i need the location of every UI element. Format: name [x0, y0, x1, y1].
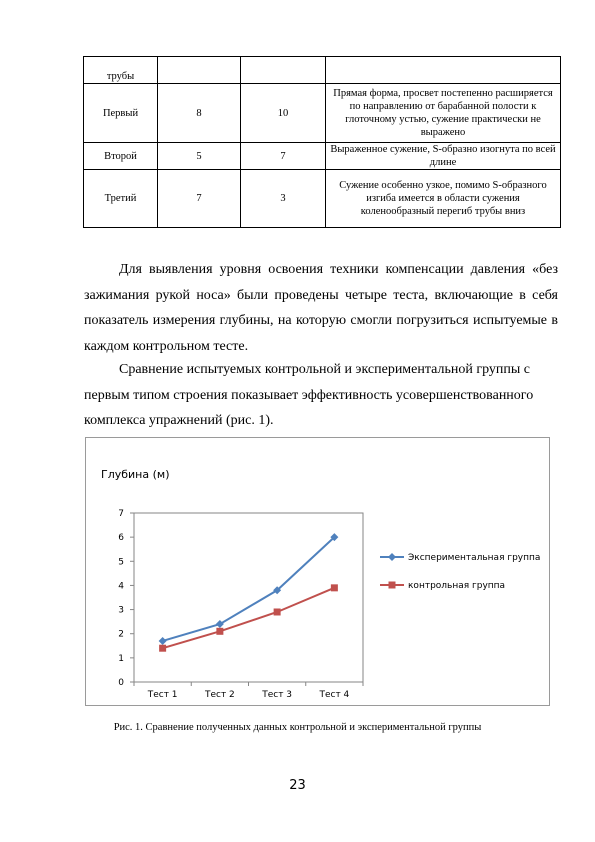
- data-point: [331, 584, 338, 591]
- paragraph-comparison: Сравнение испытуемых контрольной и экспериментальной группы с первым типом строения показывает эффективность усовершенствованного комплекса упражнений (рис. 1).: [84, 362, 534, 428]
- row-name: трубы: [84, 57, 158, 84]
- cell-a: [158, 57, 241, 84]
- y-tick-label: 0: [118, 678, 124, 688]
- figure-caption: Рис. 1. Сравнение полученных данных контрольной и экспериментальной группы: [113, 722, 482, 733]
- y-tick-label: 1: [118, 653, 124, 664]
- data-point: [159, 645, 166, 652]
- cell-a: 5: [158, 143, 241, 170]
- table-row: [84, 57, 561, 84]
- y-tick-label: 4: [118, 581, 124, 592]
- data-point: [159, 637, 167, 645]
- series-line-0: [163, 537, 335, 641]
- line-chart: [86, 438, 549, 705]
- y-tick-label: 7: [118, 509, 124, 519]
- structure-table: [83, 56, 561, 228]
- y-tick-label: 3: [118, 605, 124, 616]
- table-row: [84, 143, 561, 170]
- cell-desc: Сужение особенно узкое, помимо S-образного изгиба имеется в области сужения коленообразный перегиб трубы вниз: [326, 170, 561, 228]
- table-row: [84, 84, 561, 143]
- cell-a: 8: [158, 84, 241, 143]
- x-tick-label: Тест 2: [204, 690, 235, 700]
- y-tick-label: 5: [118, 557, 124, 568]
- cell-b: 7: [241, 143, 326, 170]
- series-line-1: [163, 588, 335, 648]
- data-point: [274, 608, 281, 615]
- legend-swatch-marker: [389, 582, 396, 589]
- row-name: Второй: [84, 143, 158, 170]
- cell-b: 3: [241, 170, 326, 228]
- y-tick-label: 6: [118, 533, 124, 544]
- cell-desc: Прямая форма, просвет постепенно расширяется по направлению от барабанной полости к глоточному устью, сужение практически не выражено: [326, 84, 561, 143]
- chart-frame: [85, 437, 550, 706]
- plot-area: [134, 513, 363, 682]
- cell-desc: [326, 57, 561, 84]
- y-tick-label: 2: [118, 629, 124, 640]
- cell-b: 10: [241, 84, 326, 143]
- legend-swatch-marker: [388, 553, 396, 561]
- y-axis-label: Глубина (м): [101, 468, 170, 481]
- legend-label: контрольная группа: [408, 581, 506, 591]
- x-tick-label: Тест 3: [262, 690, 293, 700]
- row-name: Первый: [84, 84, 158, 143]
- cell-b: [241, 57, 326, 84]
- x-tick-label: Тест 4: [319, 690, 350, 700]
- legend-label: Экспериментальная группа: [408, 553, 541, 563]
- table-row: [84, 170, 561, 228]
- paragraph-methods: Для выявления уровня освоения техники компенсации давления «без зажимания рукой носа» были проведены четыре теста, включающие в себя показатель измерения глубины, на которую смогли погрузиться испытуемые в каждом контрольном тесте.: [84, 262, 558, 354]
- cell-a: 7: [158, 170, 241, 228]
- page-number: 23: [289, 778, 306, 793]
- row-name: Третий: [84, 170, 158, 228]
- x-tick-label: Тест 1: [147, 690, 178, 700]
- data-point: [216, 628, 223, 635]
- cell-desc: Выраженное сужение, S-образно изогнута по всей длине: [326, 143, 561, 170]
